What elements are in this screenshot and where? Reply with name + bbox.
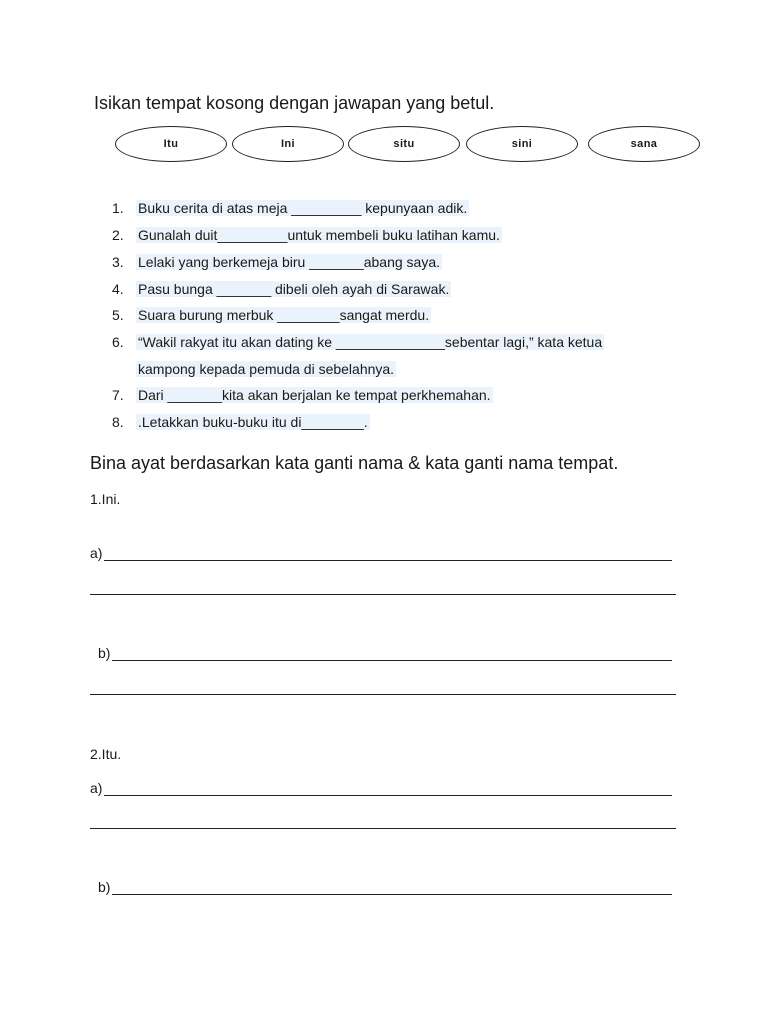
question-number: 7. — [112, 387, 124, 403]
answer-line[interactable] — [112, 660, 672, 661]
question-text: .Letakkan buku-buku itu di________. — [138, 414, 368, 430]
question-text: Pasu bunga _______ dibeli oleh ayah di Sarawak. — [138, 281, 450, 297]
answer-line[interactable] — [112, 894, 672, 895]
question-text: Buku cerita di atas meja _________ kepunyaan adik. — [138, 200, 468, 216]
option-oval-ini: Ini — [232, 126, 344, 162]
answer-label-b: b) — [98, 879, 111, 895]
question-label-itu: 2.Itu. — [90, 746, 122, 762]
word-options — [0, 126, 768, 166]
question-number: 5. — [112, 307, 124, 323]
question-text: Lelaki yang berkemeja biru _______abang saya. — [138, 254, 440, 270]
question-number: 8. — [112, 414, 124, 430]
question-number: 2. — [112, 227, 124, 243]
question-text: “Wakil rakyat itu akan dating ke ______________sebentar lagi,” kata ketua — [138, 334, 603, 350]
section2-title: Bina ayat berdasarkan kata ganti nama & kata ganti nama tempat. — [90, 453, 619, 473]
answer-label-a: a) — [90, 780, 103, 796]
question-number: 6. — [112, 334, 124, 350]
answer-line[interactable] — [104, 795, 672, 796]
question-text: Dari _______kita akan berjalan ke tempat perkhemahan. — [138, 387, 491, 403]
answer-line[interactable] — [90, 828, 676, 829]
answer-label-a: a) — [90, 545, 103, 561]
option-oval-sini: sini — [466, 126, 578, 162]
question-text: Suara burung merbuk ________sangat merdu. — [138, 307, 430, 323]
question-text-continued: kampong kepada pemuda di sebelahnya. — [138, 361, 395, 377]
question-text: Gunalah duit_________untuk membeli buku latihan kamu. — [138, 227, 500, 243]
answer-line[interactable] — [90, 594, 676, 595]
question-number: 3. — [112, 254, 124, 270]
option-oval-sana: sana — [588, 126, 700, 162]
answer-line[interactable] — [104, 560, 672, 561]
answer-line[interactable] — [90, 694, 676, 695]
question-label-ini: 1.Ini. — [90, 491, 121, 507]
option-oval-situ: situ — [348, 126, 460, 162]
answer-label-b: b) — [98, 645, 111, 661]
section1-title: Isikan tempat kosong dengan jawapan yang betul. — [94, 93, 495, 113]
question-number: 1. — [112, 200, 124, 216]
question-number: 4. — [112, 281, 124, 297]
option-oval-itu: Itu — [115, 126, 227, 162]
